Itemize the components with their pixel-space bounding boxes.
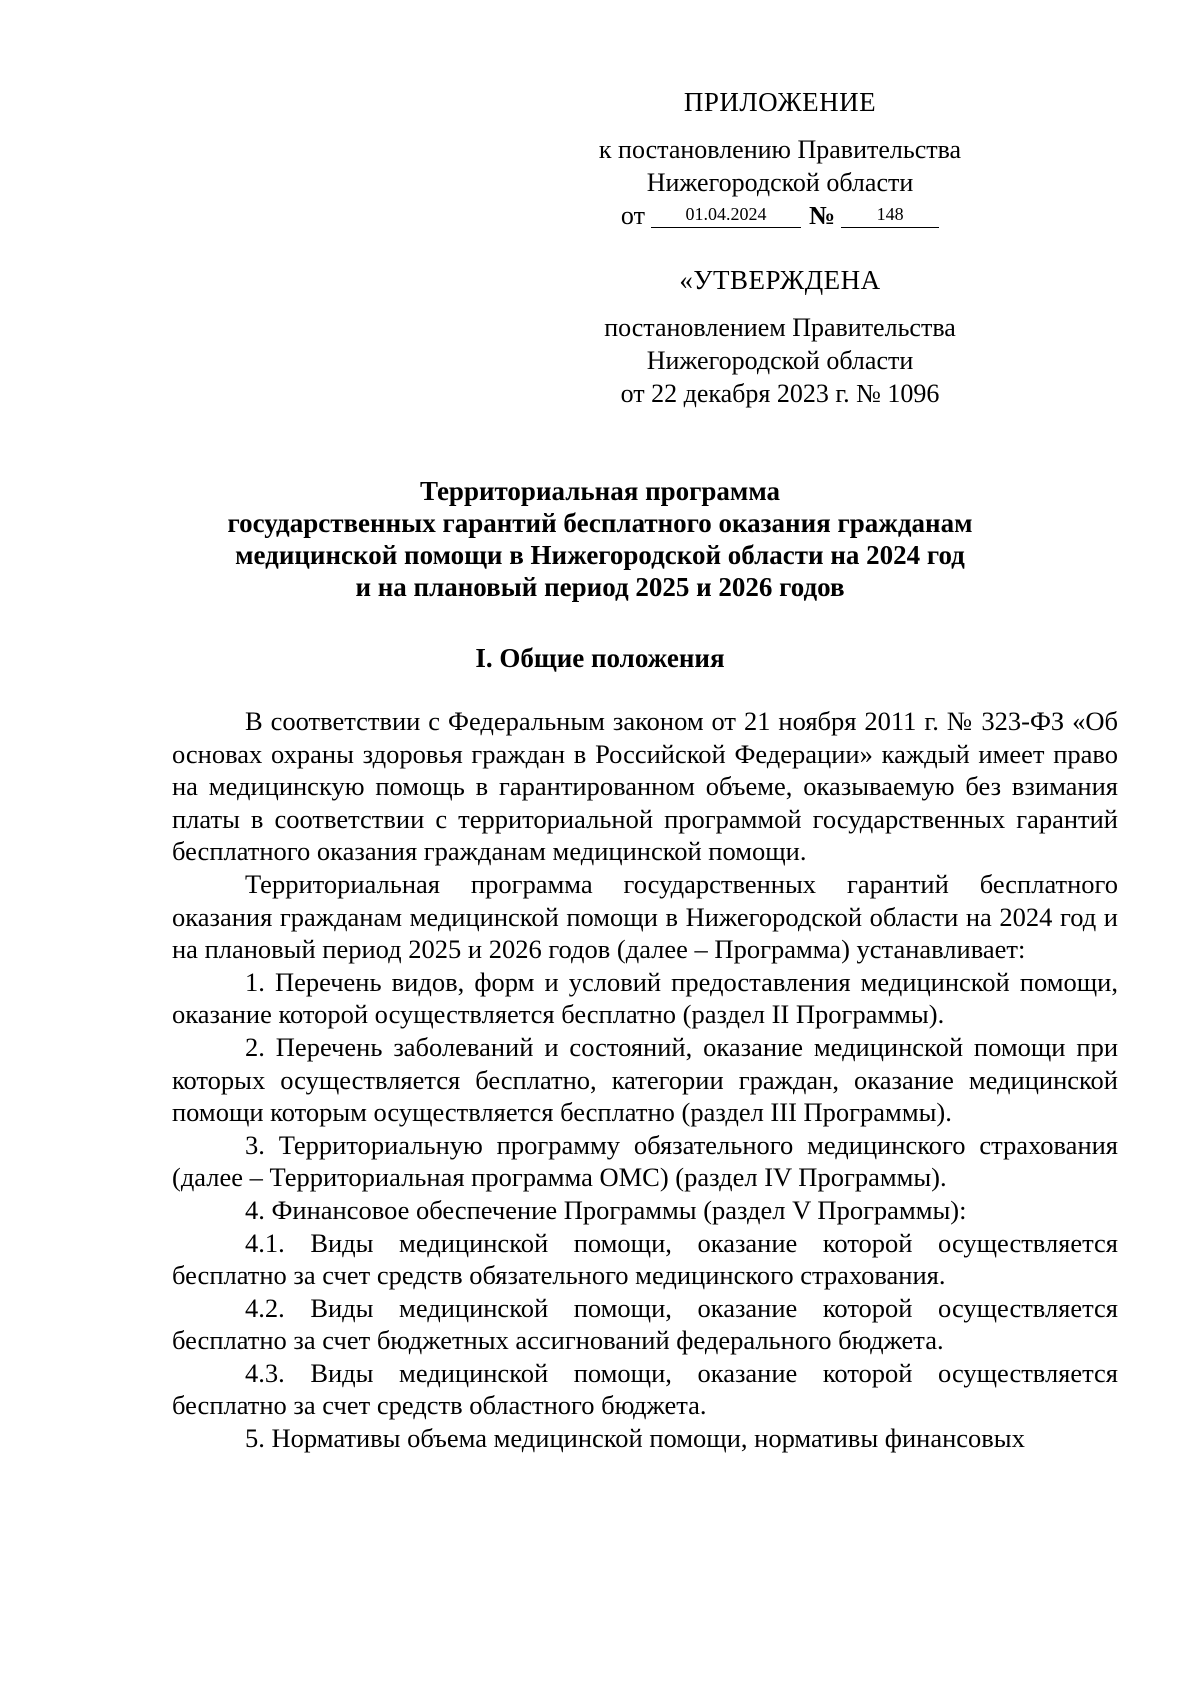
approved-line-1: постановлением Правительства xyxy=(604,313,956,342)
document-title-line-3: медицинской помощи в Нижегородской области на 2024 год xyxy=(235,540,965,570)
approved-title: «УТВЕРЖДЕНА xyxy=(679,265,881,295)
appendix-header xyxy=(560,86,1000,232)
list-item: 5. Нормативы объема медицинской помощи, нормативы финансовых xyxy=(245,1423,1025,1454)
paragraph: В соответствии с Федеральным законом от 21 ноября 2011 г. № 323-ФЗ «Об основах охраны здоровья граждан в Российской Федерации» каждый имеет право на медицинскую помощь в гарантированном объеме, оказываемую без взимания платы в соответствии с территориальной программой государственных гарантий бесплатного оказания гражданам медицинской помощи. xyxy=(172,706,1118,867)
list-item: 4.3. Виды медицинской помощи, оказание которой осуществляется бесплатно за счет средств областного бюджета. xyxy=(172,1357,1118,1421)
date-field: 01.04.2024 xyxy=(651,203,801,228)
list-item: 1. Перечень видов, форм и условий предоставления медицинской помощи, оказание которой осуществляется бесплатно (раздел II Программы). xyxy=(172,966,1118,1030)
appendix-date-line xyxy=(560,199,1000,232)
approved-header xyxy=(560,264,1000,410)
appendix-line-2: Нижегородской области xyxy=(646,168,914,197)
document-title-line-1: Территориальная программа xyxy=(419,476,781,506)
document-title-line-4: и на плановый период 2025 и 2026 годов xyxy=(355,572,845,602)
paragraph: Территориальная программа государственных гарантий бесплатного оказания гражданам медицинской помощи в Нижегородской области на 2024 год и на плановый период 2025 и 2026 годов (далее – Программа) устанавливает: xyxy=(172,868,1118,965)
document-title-line-2: государственных гарантий бесплатного оказания гражданам xyxy=(227,508,973,538)
body-text xyxy=(172,705,1118,1455)
approved-line-3: от 22 декабря 2023 г. № 1096 xyxy=(620,379,940,408)
document-title xyxy=(160,475,1040,603)
date-prefix: от xyxy=(620,201,645,230)
list-item: 2. Перечень заболеваний и состояний, оказание медицинской помощи при которых осуществляется бесплатно, категории граждан, оказание медицинской помощи которым осуществляется бесплатно (раздел III Программы). xyxy=(172,1031,1118,1128)
approved-line-2: Нижегородской области xyxy=(646,346,914,375)
number-field: 148 xyxy=(841,203,939,228)
appendix-title: ПРИЛОЖЕНИЕ xyxy=(683,87,877,117)
list-item: 3. Территориальную программу обязательного медицинского страхования (далее – Территориальная программа ОМС) (раздел IV Программы). xyxy=(172,1129,1118,1193)
list-item: 4. Финансовое обеспечение Программы (раздел V Программы): xyxy=(245,1194,967,1225)
appendix-line-1: к постановлению Правительства xyxy=(598,135,962,164)
list-item: 4.1. Виды медицинской помощи, оказание которой осуществляется бесплатно за счет средств обязательного медицинского страхования. xyxy=(172,1227,1118,1291)
section-heading: I. Общие положения xyxy=(475,643,725,673)
list-item: 4.2. Виды медицинской помощи, оказание которой осуществляется бесплатно за счет бюджетных ассигнований федерального бюджета. xyxy=(172,1292,1118,1356)
number-sign: № xyxy=(808,201,836,230)
